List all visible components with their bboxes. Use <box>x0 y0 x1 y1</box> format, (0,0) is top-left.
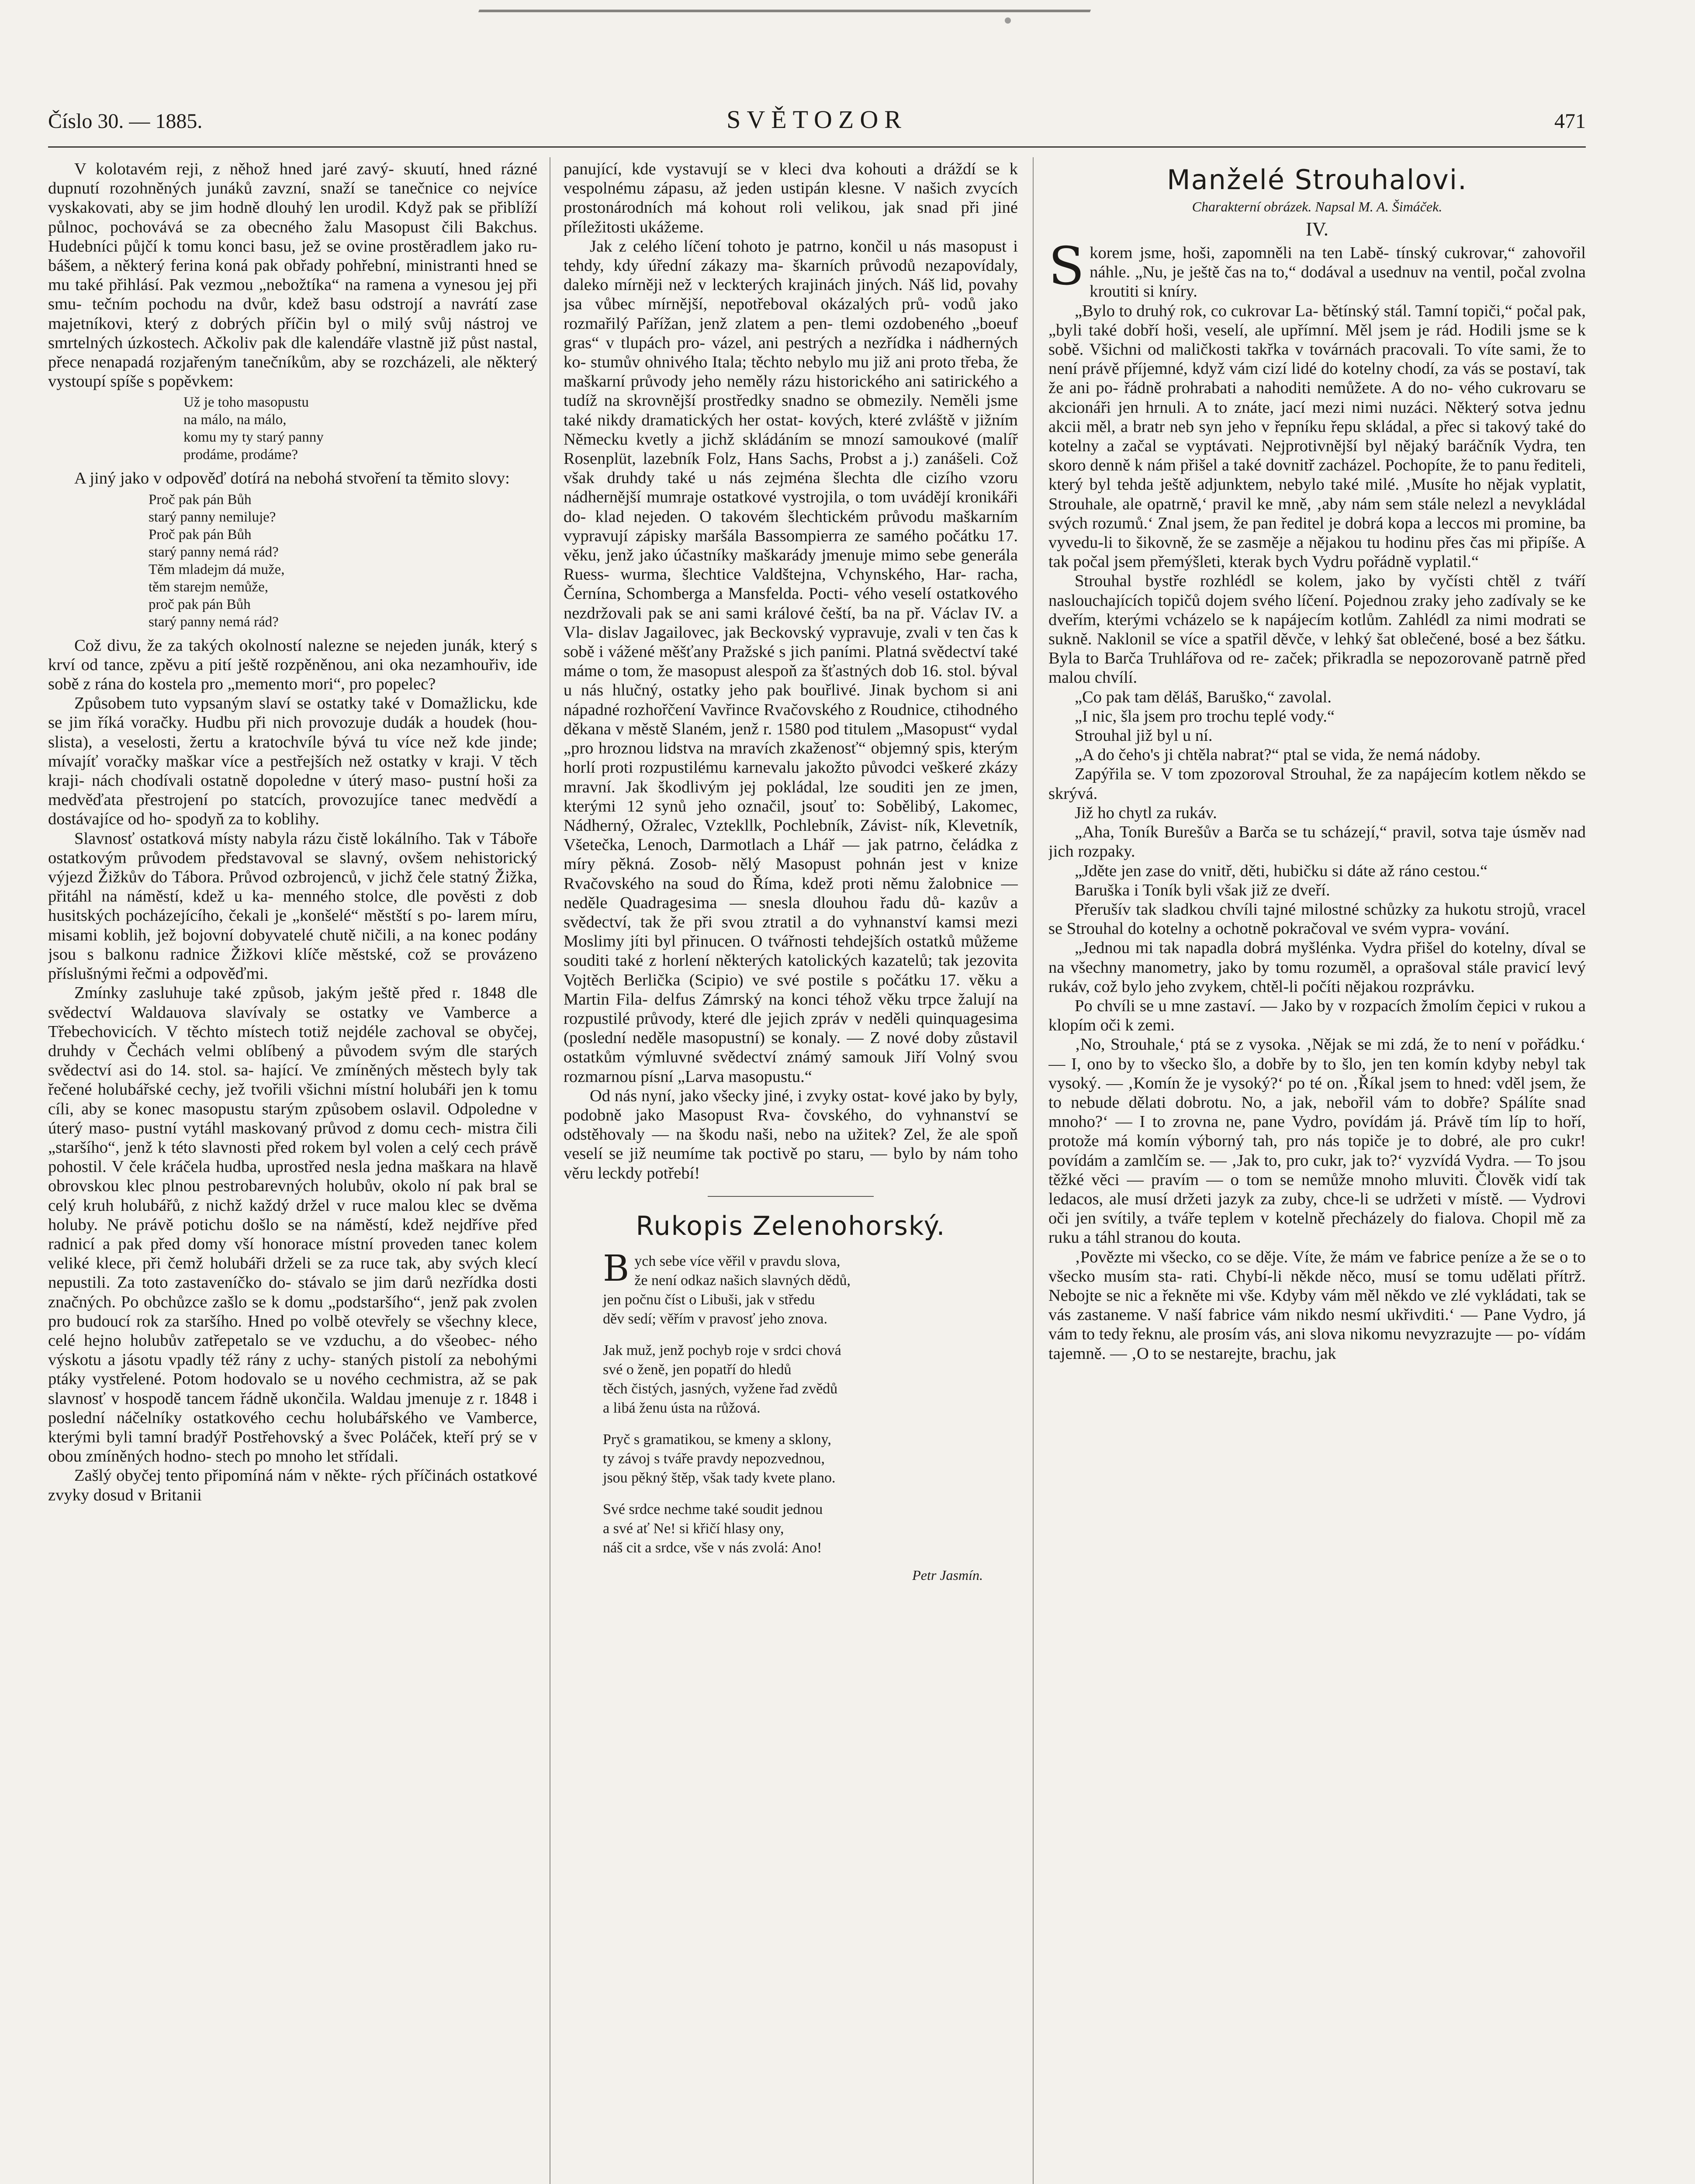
verse-line: starý panny nemá rád? <box>149 544 279 560</box>
paragraph: Slavnosť ostatková místy nabyla rázu čistě lokálního. Tak v Táboře ostatkovým průvodem představoval se slavný, ovšem nehistorický výjezd Žižkův do Tábora. Průvod ozbrojenců, v jichž čele statný Žižka, přitáhl na náměstí, kdež u ka- menného stolce, dle pověsti z dob husitských pocházejícího, čekali je „konšelé“ městští s po- larem míru, misami koblih, jež bojovní dobyvatelé chutě ničili, a na konec podány jsou s balkonu radnice Žižkovi klíče městské, což se provázeno příslušnými řečmi a odpověďmi. <box>48 829 537 983</box>
stanza <box>603 1248 1000 1329</box>
column-1 <box>48 159 537 2184</box>
page-header <box>48 105 1586 140</box>
verse-line: ty závoj s tváře pravdy nepozvednou, <box>603 1450 825 1467</box>
paragraph: Zašlý obyčej tento připomíná nám v někte- rých příčinách ostatkové zvyky dosud v Britanii <box>48 1466 537 1504</box>
verse-line: a své ať Ne! si křičí hlasy ony, <box>603 1520 784 1537</box>
verse-line: Už je toho masopustu <box>183 394 309 411</box>
paragraph: A jiný jako v odpověď dotírá na nebohá stvoření ta těmito slovy: <box>74 469 510 488</box>
verse-line: jsou pěkný štěp, však tady kvete plano. <box>603 1469 836 1486</box>
column-3 <box>1048 159 1586 2184</box>
page-number: 471 <box>1554 110 1586 133</box>
paragraph: Jak z celého líčení tohoto je patrno, končil u nás masopust i tehdy, kdy úřední zákazy ma- škarních průvodů nezapovídaly, daleko mírněji než v leckterých krajinách jiných. Náš lid, povahy jsa vůbec mírnější, nepotřeboval okázalých prů- vodů jako rozmařilý Pařížan, jenž zlatem a pen- tlemi ozdobeného „boeuf gras“ v tlupách pro- vázel, ani pestrých a nezřídka i nádherných ko- stumův ohnivého Itala; těchto nebylo mu již ani proto třeba, že maškarní průvody jeho neměly rázu historického ani satirického a tudíž na skrovnější prostředky snadno se obmezily. Neměli jsme také nikdy dramatických her ostat- kových, které zvláště v jižním Německu kvetly a jichž skládáním se mnozí samoukové (malíř Rosenplüt, lazebník Folz, Hans Sachs, Probst a j.) zanášeli. Což však druhdy také u nás zejména šlechta dle cizího vzoru nádhernější mumraje ostatkové vystrojila, o tom uvádějí kronikáři do- klad nejeden. O takovém šlechtickém průvodu maškarním vypravují zápisky maršála Bassompierra ze samého počátku 17. věku, jenž jako účastníky maškarády jmenuje mimo sebe generála Ruess- wurma, šlechtice Valdštejna, Vchynského, Har- racha, Černína, Schomberga a Mansfelda. Pocti- vého veselí ostatkového nezdržovali pak se ani sami králové čeští, ba na př. Václav IV. a Vla- dislav Jagailovec, jak Beckovský vypravuje, zvali v ten čas k sobě i vážené měšťany Pražské s jich paními. Platná svědectví také máme o tom, že masopust alespoň za šťastných dob 16. stol. býval u nás hlučný, ostatky jeho pak bouřlivé. Jinak bychom si ani nápadné rozhořčení Vavřince Rvačovského z Roudnice, ctihodného děkana v městě Slaném, jenž r. 1580 pod titulem „Masopust“ vydal „pro hroznou lidstva na mravích zkaženosť“ objemný spis, kterým horlí proti rozpustilému karnevalu jakožto původci veškeré zkázy mravní. Jak škodlivým jej pokládal, lze souditi jen ze jmen, kterými 12 synů jeho označil, jsouť to: Sobělibý, Lakomec, Nádherný, Ožralec, Vztekllk, Pochlebník, Závist- ník, Klevetník, Všetečka, Lenoch, Darmotlach a Lhář — jak patrno, čeládka z míry pěkná. Zosob- nělý Masopust pohnán jest v knize Rvačovského na soud do Říma, kdež proti němu žalobnice — neděle Quadragesima — snesla dlouhou řadu dů- kazův a svědectví, tak že při svou ztratil a do vyhnanství kamsi mezi Moslimy jíti byl přinucen. O tvářnosti tehdejších ostatků můžeme souditi také z horlení některých katolických kazatelů; tak jezovita Vojtěch Berlička (Scipio) ve své postile s počátku 17. věku a Martin Fila- delfus Zámrský na konci téhož věku trpce žalují na rozpustilé průvody, které dle jejich zpráv v neděli quinquagesima (poslední neděle masopustní) se konaly. — Z nové doby zůstavil ostatkům výmluvné svědectví známý samouk Jiří Volný svou rozmarnou písní „Larva masopustu.“ <box>564 237 1018 1086</box>
paragraph: „Jednou mi tak napadla dobrá myšlénka. Vydra přišel do kotelny, díval se na všechny manometry, jako by tomu rozuměl, a oprašoval stále pravicí levý rukáv, což bylo jeho zvykem, chtěl-li počíti nějakou rozprávku. <box>1048 939 1586 996</box>
verse-line: své o ženě, jen popatří do hledů <box>603 1361 792 1378</box>
verse-line: Pryč s gramatikou, se kmeny a sklony, <box>603 1431 831 1448</box>
verse-line: Své srdce nechme také soudit jednou <box>603 1501 823 1517</box>
paragraph: V kolotavém reji, z něhož hned jaré zavý- skuutí, hned rázné dupnutí rozohněných junáků zavzní, snaží se tanečnice co nejvíce vyskakovati, aby se jim hodně dlouhý len urodil. Když pak se přiblíží půlnoc, pochovává se za obecného žalu Masopust čili Bakchus. Hudebníci půjčí k tomu konci basu, jež se ovine prostěradlem jako ru- bášem, a některý ferina koná pak obřady pohřební, ministranti hned se mu také přihlásí. Pak vezmou „nebožtíka“ na ramena a vynesou jej při smu- tečním pochodu na dvůr, kdež basu odstrojí a navrátí zase majetníkovi, který z dobrých příčin byl o milý svůj nástroj ve smrtelných úzkostech. Ačkoliv pak dle kalendáře vlastně již půst nastal, přece nenapadá rozjařeným tanečníkům, aby se rozcházeli, ale některý vystoupí spíše s popěvkem: <box>48 160 537 391</box>
paragraph: Strouhal již byl u ní. <box>1075 726 1213 745</box>
paragraph: Což divu, že za takých okolností nalezne se nejeden junák, který s krví od tance, zpěvu a pití ještě rozpěněnou, ani oka nezamhouřiv, ide sobě z rána do kostela pro „memento mori“, pro popelec? <box>48 636 537 694</box>
paragraph: Po chvíli se u mne zastaví. — Jako by v rozpacích žmolím čepici v rukou a klopím oči k zemi. <box>1048 996 1586 1035</box>
paragraph <box>1048 236 1586 301</box>
stanza <box>603 1430 1000 1488</box>
paragraph: ‚No, Strouhale,‘ ptá se z vysoka. ‚Nějak se mi zdá, že to není v pořádku.‘ — I, ono by to všecko šlo, a dobře by to šlo, jen ten komín kdyby nebyl tak vysoký. — ‚Komín že je vysoký?‘ po té on. ‚Říkal jsem to hned: vděl jsem, že to nebude dělati dobrotu. No, a jak, nebořil vám to dobře? Spálíte snad mnoho?‘ — I to zrovna ne, pane Vydro, povídám já. Právě tím líp to hoří, protože má komín výborný tah, pro nás topiče je to dobré, ale pro cukr! povídám a zamlčím se. — ‚Jak to, pro cukr, jak to?‘ vyzvídá Vydra. — To jsou těžké věci — pravím — o tom se nemůže mnoho mluviti. Člověk vidí tak ledacos, ale musí držeti jazyk za zuby, chce-li se udržeti v místě. — Vydrovi oči jen svítily, a tváře teplem v kotelně přecházely do fialova. Chopil mě za ruku a táhl stranou do kouta. <box>1048 1035 1586 1247</box>
verse-line: těm starejm nemůže, <box>149 579 268 595</box>
paragraph: Způsobem tuto vypsaným slaví se ostatky také v Domažlicku, kde se jim říká voračky. Hudbu při nich provozuje dudák a houdek (hou- slista), a veselosti, žertu a kratochvíle bývá tu více než kde jinde; mívajíť voračky maškar více a pestřejších než ostatky v kraji. V těch kraji- nách chodívali ostatně dopoledne v úterý maso- pustní hoši za medvěďata přestrojení po statcích, provozujíce tanec medvědí a dostávajíce od ho- spodyň za to koblihy. <box>48 694 537 829</box>
verse-line: starý panny nemá rád? <box>149 614 279 630</box>
verse-line: jen počnu číst o Libuši, jak v středu <box>603 1291 815 1308</box>
verse-line: náš cit a srdce, vše v nás zvolá: Ano! <box>603 1539 822 1556</box>
paragraph: „Bylo to druhý rok, co cukrovar La- bětínský stál. Tamní topiči,“ počal pak, „byli také dobří hoši, veselí, ale upřímní. Měl jsem je rád. Hodili jsme se k sobě. Všichni od maličkosti takřka v továrnách pracovali. To víte sami, že to není právě příjemné, když vám cizí lidé do kotelny chodí, za vás se postaví, tak že ani po- řádně prohrabati a nahoditi nemůžete. A do no- vého cukrovaru se akcionáři jen hrnuli. A to znáte, jací mezi nimi nuzáci. Některý sotva jednu akcii měl, a bratr neb syn jeho v řepníku řepu skládal, a přec si takový také do kotelny a začal se vyptávati. Nejprotivnější byl nějaký baráčník Vydra, ten skoro denně k nám přišel a také dovnitř zacházel. Pochopíte, že to panu řediteli, který byl tehda ještě adjunktem, nebylo také milé. ‚Musíte ho nějak vyplatit, Strouhale, ale opatrně,‘ pravil ke mně, ‚aby nám sem stále nelezl a nevykládal svých rozumů.‘ Znal jsem, že pan ředitel je dobrá kopa a leccos mi promine, ba vyvedu-li to šikovně, že se zasměje a nějakou tu hodinu přes čas mi připíše. A tak počal jsem přemýšleti, kterak bych Vydru pořádně vyplatil.“ <box>1048 301 1586 571</box>
paragraph: Strouhal bystře rozhlédl se kolem, jako by vyčísti chtěl z tváří naslouchajících topičů dojem svého líčení. Pojednou zraky jeho zadívaly se ke dveřím, kterými vcházelo se k napájecím kotlům. Zahlédl za nimi modrati se sukně. Naklonil se více a spatřil děvče, v lehký šat oblečené, bosé a bez šátku. Byla to Barča Truhlářova od re- začek; přikradla se nepozorovaně patrně před malou chvílí. <box>1048 572 1586 687</box>
verse-block <box>149 491 537 631</box>
paragraph: Již ho chytl za rukáv. <box>1075 803 1217 822</box>
paragraph: „Jděte jen zase do vnitř, děti, hubičku si dáte až ráno cestou.“ <box>1075 861 1488 880</box>
story-subtitle: Charakterní obrázek. Napsal M. A. Šimáček. <box>1192 199 1442 214</box>
stanza <box>603 1341 1000 1418</box>
verse-line: Jak muž, jenž pochyb roje v srdci chová <box>603 1342 841 1358</box>
chapter-number: IV. <box>1306 218 1328 240</box>
masthead-title: SVĚTOZOR <box>726 105 907 134</box>
paragraph: Baruška i Toník byli však již ze dveří. <box>1075 881 1330 899</box>
paragraph-text: korem jsme, hoši, zapomněli na ten Labě- tínský cukrovar,“ zahovořil náhle. „Nu, je ještě čas na to,“ dodával a usednuv na ventil, počal zvolna kroutiti si kníry. <box>1090 244 1586 301</box>
poem-title: Rukopis Zelenohorský. <box>636 1210 946 1241</box>
paragraph: Přerušív tak sladkou chvíli tajné milostné schůzky za hukotu strojů, vracel se Strouhal do kotelny a ochotně pokračoval ve svém vypra- vování. <box>1048 900 1586 938</box>
header-rule <box>48 146 1586 148</box>
verse-line: ych sebe více věřil v pravdu slova, <box>634 1253 841 1269</box>
verse-line: a libá ženu ústa na růžová. <box>603 1400 761 1416</box>
paragraph: ‚Povězte mi všecko, co se děje. Víte, že mám ve fabrice peníze a že se o to všecko musím sta- rati. Chybí-li někde něco, musí se tomu udělati přítrž. Nebojte se nic a řekněte mi vše. Kdyby vám měl někdo ve zlé vykládati, tak se vás zastaneme. V naší fabrice vám nikdo nesmí ukřivditi.‘ — Pane Vydro, já vám to tedy řeknu, ale prosím vás, ani slova nikomu nevyzrazujte — po- vídám tajemně. — ‚O to se nestarejte, brachu, jak <box>1048 1248 1586 1363</box>
paragraph: „Co pak tam děláš, Baruško,“ zavolal. <box>1075 688 1332 706</box>
paragraph: Zmínky zasluhuje také způsob, jakým ještě před r. 1848 dle svědectví Waldauova slavívaly se ostatky ve Vamberce a Třebechovicích. V těchto místech totiž nejdéle zachoval se obyčej, druhdy v Čechách velmi oblíbený a původem svým dle starých svědectví asi do 14. stol. sa- hající. Ve zmíněných městech byly tak řečené holubářské cechy, jež tvořili všichni místní holubáři jen k tomu cíli, aby se konec masopustu starým způsobem oslavil. Odpoledne v úterý maso- pustní vytáhl maskovaný průvod z domu cech- mistra čili „staršího“, jenž k této slavnosti před rokem byl volen a celý cech právě pohostil. V čele kráčela hudba, uprostřed nesla jedna maškara na hlavě obrovskou klec plnou pestrobarevných holubův, okolo ní pak bral se celý kruh holubářů, z nichž každý držel v ruce malou klec se dvěma holuby. Ne právě potichu došlo se na náměstí, kdež nejdříve před radnicí a pak před domy vší honorace místní proveden tanec kolem veliké klece, při čemž holubáři drželi se za ruce tak, aby svých klecí nepustili. Za toto zastaveníčko do- stávalo se jim darů nezřídka dosti značných. Po obchůzce zašlo se k domu „podstaršího“, jenž pak zvolen pro budoucí rok za staršího. Hned po volbě otevřely se všechny klece, celé hejno holubův zatřepetalo se ve vzduchu, a do všeobec- ného výskotu a jásotu vpadly též rány z uchy- staných pistolí za nebohými ptáky vystřelené. Potom hodovalo se u nového cechmistra, až se pak slavnosť v hospodě tancem řádně ukončila. Waldau jmenuje z r. 1848 i poslední náčelníky ostatkového cechu holubářského ve Vamberce, kterými byli tamní bradýř Postřehovský a švec Poláček, kteří prý se v obou zmíněných hodno- stech po mnoho let střídali. <box>48 984 537 1466</box>
verse-line: těch čistých, jasných, vyžene řad zvědů <box>603 1380 838 1397</box>
verse-line: Proč pak pán Bůh <box>149 491 252 508</box>
verse-line: že není odkaz našich slavných dědů, <box>634 1272 851 1289</box>
scan-edge-mark <box>478 0 1094 12</box>
drop-cap: S <box>1048 236 1085 297</box>
verse-line: prodáme, prodáme? <box>183 447 298 463</box>
verse-line: na málo, na málo, <box>183 412 287 428</box>
drop-cap: B <box>603 1248 630 1289</box>
verse-line: proč pak pán Bůh <box>149 596 251 612</box>
verse-line: komu my ty starý panny <box>183 429 324 446</box>
paragraph: „A do čeho's ji chtěla nabrat?“ ptal se vida, že nemá nádoby. <box>1075 746 1481 764</box>
story-title: Manželé Strouhalovi. <box>1167 164 1467 196</box>
ink-smudge <box>1005 17 1011 24</box>
poem-author: Petr Jasmín. <box>912 1567 983 1583</box>
verse-line: Proč pak pán Bůh <box>149 526 252 543</box>
verse-line: Těm mladejm dá muže, <box>149 561 285 577</box>
paragraph: panující, kde vystavují se v kleci dva kohouti a dráždí se k vespolnému zápasu, až jeden ustipán klesne. V našich zvycích prostonárodních má kohout roli velikou, jak snad při jiné příležitosti ukážeme. <box>564 160 1018 236</box>
paragraph: „I nic, šla jsem pro trochu teplé vody.“ <box>1075 707 1335 726</box>
verse-line: starý panny nemiluje? <box>149 509 276 525</box>
issue-label: Číslo 30. — 1885. <box>48 110 203 133</box>
section-divider <box>708 1196 874 1197</box>
sonnet <box>564 1248 1018 1585</box>
paragraph: „Aha, Toník Burešův a Barča se tu scházejí,“ pravil, sotva taje úsměv nad jich rozpaky. <box>1048 823 1586 861</box>
stanza <box>603 1500 1000 1558</box>
verse-block <box>183 394 537 463</box>
column-divider <box>1033 157 1034 2184</box>
paragraph: Zapýřila se. V tom zpozoroval Strouhal, že za napájecím kotlem někdo se skrývá. <box>1048 765 1586 803</box>
verse-line: děv sedí; věřím v pravosť jeho znova. <box>603 1310 828 1327</box>
paragraph: Od nás nyní, jako všecky jiné, i zvyky ostat- kové jako by byly, podobně jako Masopust Rva- čovského, do vyhnanství se odstěhovaly — na škodu naši, nebo na užitek? Zel, že ale spoň veselí se již neumíme tak poctivě po staru, — bylo by nám toho věru leckdy potřebí! <box>564 1086 1018 1182</box>
column-2 <box>564 159 1018 2184</box>
